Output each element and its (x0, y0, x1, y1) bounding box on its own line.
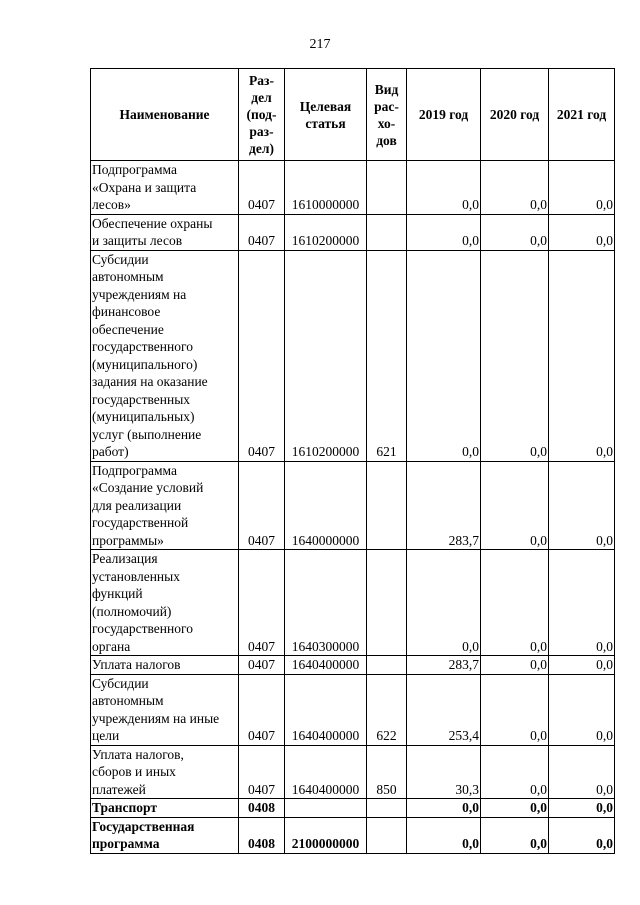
page-number: 217 (309, 37, 331, 52)
row-section: 0407 (239, 214, 285, 250)
row-section: 0408 (239, 817, 285, 853)
row-2021: 0,0 (549, 161, 615, 215)
row-target: 1640400000 (285, 674, 367, 745)
table-row (91, 550, 615, 656)
table-body (91, 161, 615, 854)
row-2019: 283,7 (407, 656, 481, 675)
row-2019: 283,7 (407, 461, 481, 550)
row-2020: 0,0 (481, 161, 549, 215)
row-target: 1640400000 (285, 656, 367, 675)
row-target: 1640000000 (285, 461, 367, 550)
row-target: 2100000000 (285, 817, 367, 853)
row-target: 1610200000 (285, 250, 367, 461)
row-2021: 0,0 (549, 745, 615, 799)
row-name: Государственная программа (91, 817, 239, 853)
row-2021: 0,0 (549, 674, 615, 745)
row-type (367, 799, 407, 818)
table-row (91, 214, 615, 250)
header-2019: 2019 год (407, 69, 481, 161)
row-2021: 0,0 (549, 250, 615, 461)
row-2019: 0,0 (407, 799, 481, 818)
header-2021: 2021 год (549, 69, 615, 161)
row-name: Подпрограмма «Охрана и защита лесов» (91, 161, 239, 215)
row-type (367, 817, 407, 853)
header-section: Раз- дел (под- раз- дел) (239, 69, 285, 161)
row-type (367, 550, 407, 656)
budget-table (90, 68, 615, 854)
row-section: 0407 (239, 745, 285, 799)
row-type: 621 (367, 250, 407, 461)
row-2020: 0,0 (481, 250, 549, 461)
row-name: Уплата налогов, сборов и иных платежей (91, 745, 239, 799)
table-row (91, 461, 615, 550)
row-section: 0407 (239, 674, 285, 745)
row-2020: 0,0 (481, 461, 549, 550)
row-target: 1640400000 (285, 745, 367, 799)
table-row (91, 817, 615, 853)
header-target: Целевая статья (285, 69, 367, 161)
row-name: Транспорт (91, 799, 239, 818)
row-2020: 0,0 (481, 550, 549, 656)
header-row (91, 69, 615, 161)
row-2020: 0,0 (481, 656, 549, 675)
table-row (91, 674, 615, 745)
row-name: Подпрограмма «Создание условий для реализации государственной программы» (91, 461, 239, 550)
row-target: 1610200000 (285, 214, 367, 250)
row-name: Уплата налогов (91, 656, 239, 675)
row-2020: 0,0 (481, 799, 549, 818)
table-row (91, 656, 615, 675)
row-type (367, 161, 407, 215)
row-2021: 0,0 (549, 656, 615, 675)
table-row (91, 250, 615, 461)
table-row (91, 799, 615, 818)
row-section: 0407 (239, 550, 285, 656)
row-type (367, 214, 407, 250)
row-2019: 0,0 (407, 550, 481, 656)
row-2019: 0,0 (407, 161, 481, 215)
row-2019: 30,3 (407, 745, 481, 799)
header-2020: 2020 год (481, 69, 549, 161)
row-2021: 0,0 (549, 550, 615, 656)
row-section: 0408 (239, 799, 285, 818)
row-name: Субсидии автономным учреждениям на финансовое обеспечение государственного (муниципального) задания на оказание государственных (муниципальных) услуг (выполнение работ) (91, 250, 239, 461)
row-section: 0407 (239, 250, 285, 461)
row-2020: 0,0 (481, 214, 549, 250)
row-2021: 0,0 (549, 214, 615, 250)
row-type (367, 461, 407, 550)
row-2019: 0,0 (407, 250, 481, 461)
row-section: 0407 (239, 161, 285, 215)
row-target (285, 799, 367, 818)
row-name: Субсидии автономным учреждениям на иные цели (91, 674, 239, 745)
row-2021: 0,0 (549, 817, 615, 853)
row-2021: 0,0 (549, 461, 615, 550)
row-name: Обеспечение охраны и защиты лесов (91, 214, 239, 250)
row-type (367, 656, 407, 675)
header-type: Вид рас- хо- дов (367, 69, 407, 161)
row-target: 1610000000 (285, 161, 367, 215)
row-2020: 0,0 (481, 674, 549, 745)
row-2019: 0,0 (407, 214, 481, 250)
row-section: 0407 (239, 461, 285, 550)
header-name: Наименование (91, 69, 239, 161)
table-row (91, 161, 615, 215)
row-target: 1640300000 (285, 550, 367, 656)
row-2019: 0,0 (407, 817, 481, 853)
row-2020: 0,0 (481, 817, 549, 853)
table-row (91, 745, 615, 799)
row-2021: 0,0 (549, 799, 615, 818)
row-2020: 0,0 (481, 745, 549, 799)
row-type: 850 (367, 745, 407, 799)
row-type: 622 (367, 674, 407, 745)
row-2019: 253,4 (407, 674, 481, 745)
row-name: Реализация установленных функций (полномочий) государственного органа (91, 550, 239, 656)
row-section: 0407 (239, 656, 285, 675)
